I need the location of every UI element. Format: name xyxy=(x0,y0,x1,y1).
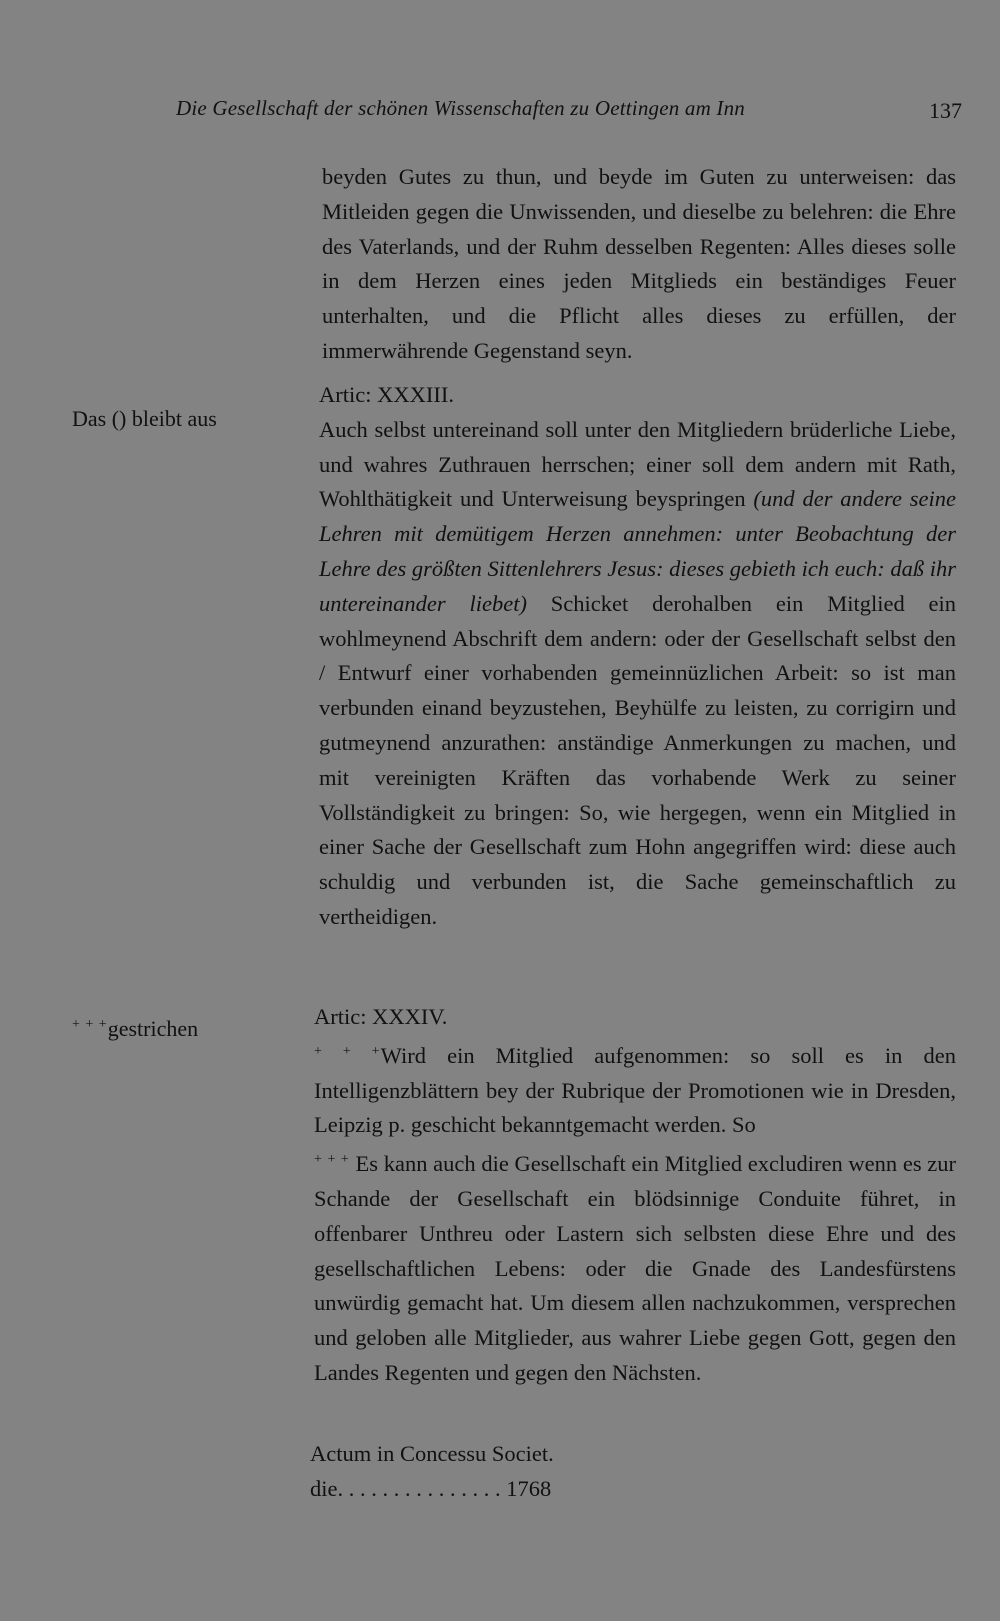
paragraph-1: beyden Gutes zu thun, und beyde im Guten zu unterweisen: das Mitleiden gegen die Unwissenden, und dieselbe zu belehren: die Ehre des Vaterlands, und der Ruhm desselben Regenten: Alles dieses solle in dem Herzen eines jeden Mitglieds ein beständiges Feuer unterhalten, und die Pflicht alles dieses zu erfüllen, der immerwährende Gegenstand seyn. xyxy=(322,164,956,363)
margin-note-1: Das () bleibt aus xyxy=(72,406,217,431)
article-33-text-2: Schicket derohalben ein Mitglied ein wohlmeynend Abschrift dem andern: oder der Gesellschaft selbst den / Entwurf einer vorhabenden gemeinnüzlichen Arbeit: so ist man verbunden einand beyzustehen, Beyhülfe zu leisten, zu corrigirn und gutmeynend anzurathen: anständige Anmerkungen zu machen, und mit vereinigten Kräften das vorhabende Werk zu seiner Vollständigkeit zu bringen: So, wie hergegen, wenn ein Mitglied in einer Sache der Gesellschaft zum Hohn angegriffen wird: diese auch schuldig und verbunden ist, die Sache gemeinschaftlich zu vertheidigen. xyxy=(319,590,957,929)
article-33 xyxy=(319,378,956,935)
article-34-text-1: Wird ein Mitglied aufgenommen: so soll es in den Intelligenzblättern bey der Rubrique der Promotionen wie in Dresden, Leipzig p. geschicht bekanntgemacht werden. So xyxy=(314,1042,956,1138)
article-33-heading: Artic: XXXIII. xyxy=(319,382,454,407)
article-33-text-1: Auch selbst untereinand soll unter den Mitgliedern brüderliche Liebe, und wahres Zuthrauen herrschen; einer soll dem andern mit Rath, Wohlthätigkeit und Unterweisung beyspringen xyxy=(319,416,956,512)
paragraph-1-block xyxy=(322,160,956,369)
article-33-italic: (und der andere seine Lehren mit demütigem Herzen annehmen: unter Beobachtung der Lehre des größten Sittenlehrers Jesus: dieses gebieth ich euch: daß ihr untereinander liebet) xyxy=(319,486,956,616)
margin-note-marks: + + + xyxy=(72,1017,108,1032)
article-34-heading: Artic: XXXIV. xyxy=(314,1004,448,1029)
page-number: 137 xyxy=(929,98,962,123)
running-title: Die Gesellschaft der schönen Wissenschaften zu Oettingen am Inn xyxy=(176,96,745,120)
article-34-marks-2: + + + xyxy=(314,1152,350,1168)
article-34-marks-1: + + + xyxy=(314,1043,381,1059)
margin-note-2-text: gestrichen xyxy=(107,1016,199,1041)
closing-line-1: Actum in Concessu Societ. xyxy=(310,1441,554,1466)
closing xyxy=(310,1437,956,1507)
margin-note-2 xyxy=(72,1016,198,1042)
article-34-text-2: Es kann auch die Gesellschaft ein Mitglied excludiren wenn es zur Schande der Gesellschaft ein blödsinnige Conduite führet, in offenbarer Unthreu oder Lastern sich selbsten diese Ehre und des gesellschaftlichen Lebens: oder die Gnade des Landesfürstens unwürdig gemacht hat. Um diesem allen nachzukommen, versprechen und geloben alle Mitglieder, aus wahrer Liebe gegen Gott, gegen den Landes Regenten und gegen den Nächsten. xyxy=(314,1151,957,1385)
closing-line-2: die. . . . . . . . . . . . . . . 1768 xyxy=(310,1475,552,1501)
article-34-body xyxy=(314,1035,956,1391)
article-34 xyxy=(314,1000,956,1391)
article-33-body xyxy=(319,413,956,935)
